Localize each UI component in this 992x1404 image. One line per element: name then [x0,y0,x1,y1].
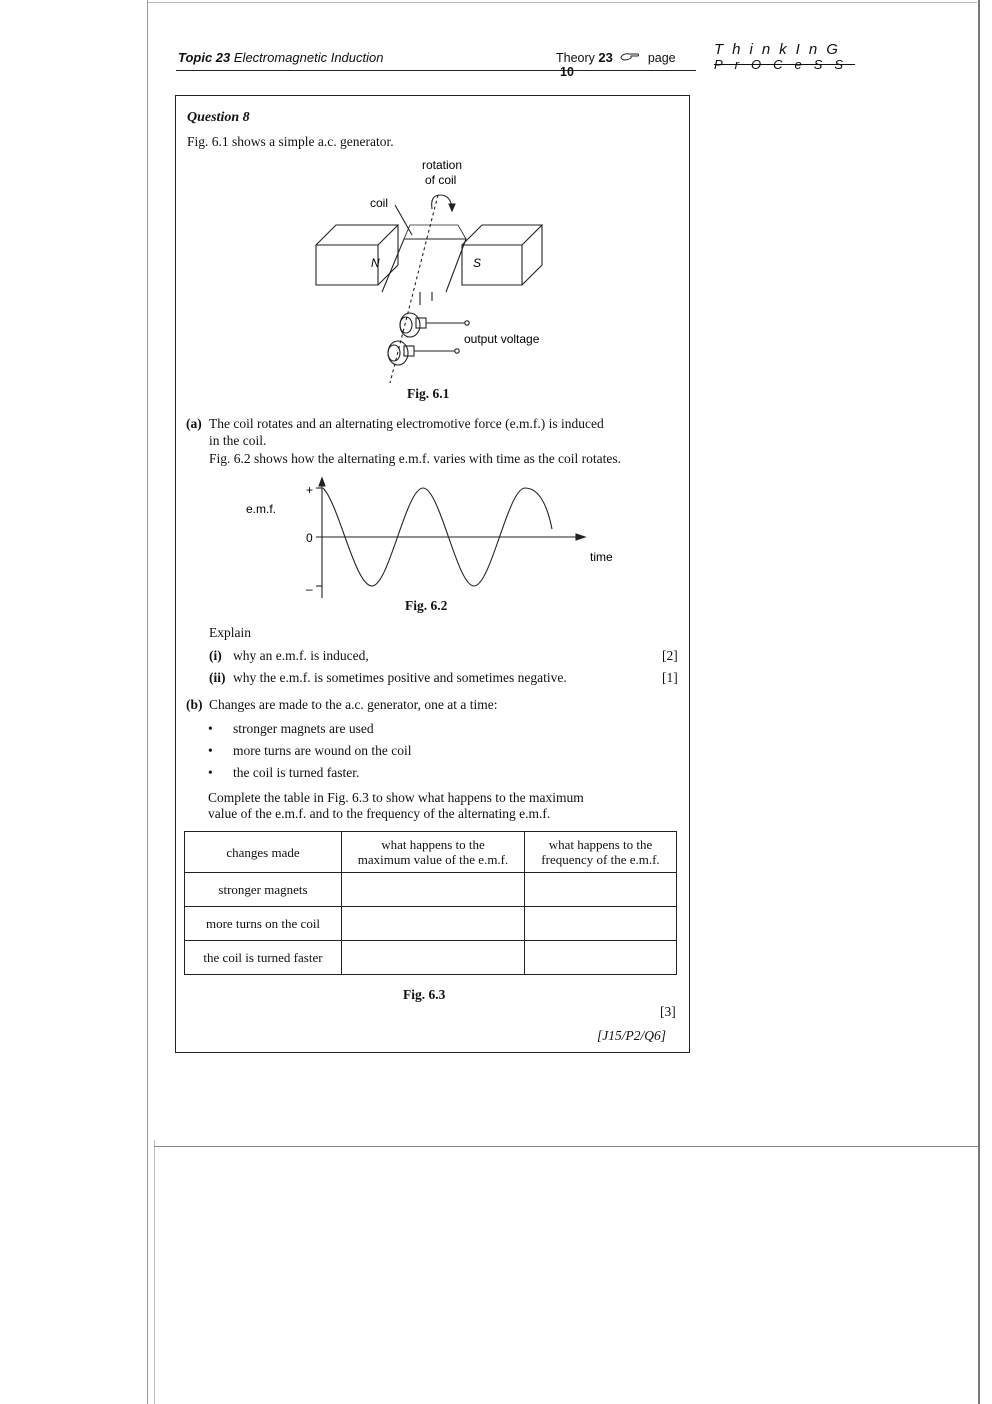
page-number: 10 [560,65,574,79]
question-title: Question 8 [187,110,250,125]
label-north: N [371,256,380,270]
theory-label: Theory [556,51,595,65]
explain-i-text: why an e.m.f. is induced, [233,648,369,663]
header-changes-made: changes made [185,832,342,873]
header-max-emf [342,832,525,873]
explain-ii-label: (ii) [209,670,226,685]
page-edge-left [147,0,148,1404]
table-header-row [185,832,677,873]
label-emf: e.m.f. [246,502,277,516]
page-edge-right [978,0,980,1404]
topic-label: Topic 23 [178,50,231,65]
bullet-item: more turns are wound on the coil [233,743,412,758]
logo-bottom-text: PrOCeSS [714,57,856,72]
header-max-emf-line-2: maximum value of the e.m.f. [357,852,509,867]
label-rotation-2: of coil [425,173,457,187]
magnet-north [316,245,378,285]
table-row [185,941,677,975]
answer-cell-frequency[interactable] [525,873,677,907]
explain-ii-text: why the e.m.f. is sometimes positive and sometimes negative. [233,670,567,685]
header-frequency-line-2: frequency of the e.m.f. [541,852,660,867]
label-zero: 0 [306,531,313,545]
thinking-process-logo [714,41,874,75]
label-time: time [590,550,613,564]
bullet-icon: • [208,743,213,758]
label-rotation-1: rotation [422,158,463,172]
bullet-icon: • [208,721,213,736]
topic-heading [178,50,383,65]
answer-cell-max-emf[interactable] [342,907,525,941]
part-a-line-1: The coil rotates and an alternating electromotive force (e.m.f.) is induced [209,416,604,431]
table-row [185,907,677,941]
row-change-label: stronger magnets [185,873,342,907]
magnet-south [462,245,522,285]
answer-cell-max-emf[interactable] [342,941,525,975]
part-a-label: (a) [186,416,202,431]
coil-loop [382,239,466,292]
header-max-emf-line-1: what happens to the [381,837,485,852]
page-label: page [647,51,676,65]
figure-generator [300,155,570,385]
part-a-line-2: in the coil. [209,433,267,448]
part-b-marks: [3] [660,1004,676,1019]
question-reference: [J15/P2/Q6] [597,1028,666,1043]
slip-ring-upper [400,313,420,337]
label-plus: + [306,483,314,497]
explain-i-label: (i) [209,648,222,663]
page-edge-left-lower [154,1140,155,1404]
bullet-icon: • [208,765,213,780]
row-change-label: the coil is turned faster [185,941,342,975]
label-south: S [473,256,482,270]
row-change-label: more turns on the coil [185,907,342,941]
logo-top-text: ThinkInG [714,41,847,58]
label-minus: – [306,582,313,596]
explain-i-marks: [2] [662,648,678,663]
explain-ii-marks: [1] [662,670,678,685]
topic-title: Electromagnetic Induction [233,50,384,65]
label-coil: coil [370,196,389,210]
page-edge-top [147,2,977,3]
theory-number: 23 [598,50,613,65]
changes-table [184,831,677,975]
answer-cell-frequency[interactable] [525,907,677,941]
part-a-line-3: Fig. 6.2 shows how the alternating e.m.f. varies with time as the coil rotates. [209,451,622,466]
question-intro: Fig. 6.1 shows a simple a.c. generator. [187,134,394,149]
header-frequency [525,832,677,873]
part-b-label: (b) [186,697,203,712]
theory-reference [556,50,696,79]
answer-cell-max-emf[interactable] [342,873,525,907]
explain-heading: Explain [209,625,251,640]
page-divider [154,1146,980,1147]
bullet-item: stronger magnets are used [233,721,374,736]
header-frequency-line-1: what happens to the [548,837,653,852]
page-header [176,44,696,79]
fig-6-1-caption: Fig. 6.1 [407,386,450,401]
pointing-hand-icon [620,51,640,65]
fig-6-2-caption: Fig. 6.2 [405,598,448,613]
complete-line-1: Complete the table in Fig. 6.3 to show what happens to the maximum [208,790,584,805]
complete-line-2: value of the e.m.f. and to the frequency of the alternating e.m.f. [208,806,551,821]
answer-cell-frequency[interactable] [525,941,677,975]
fig-6-3-caption: Fig. 6.3 [403,987,446,1002]
bullet-item: the coil is turned faster. [233,765,360,780]
figure-emf-graph [240,474,640,604]
table-row [185,873,677,907]
part-b-intro: Changes are made to the a.c. generator, one at a time: [209,697,498,712]
label-output-voltage: output voltage [464,332,540,346]
